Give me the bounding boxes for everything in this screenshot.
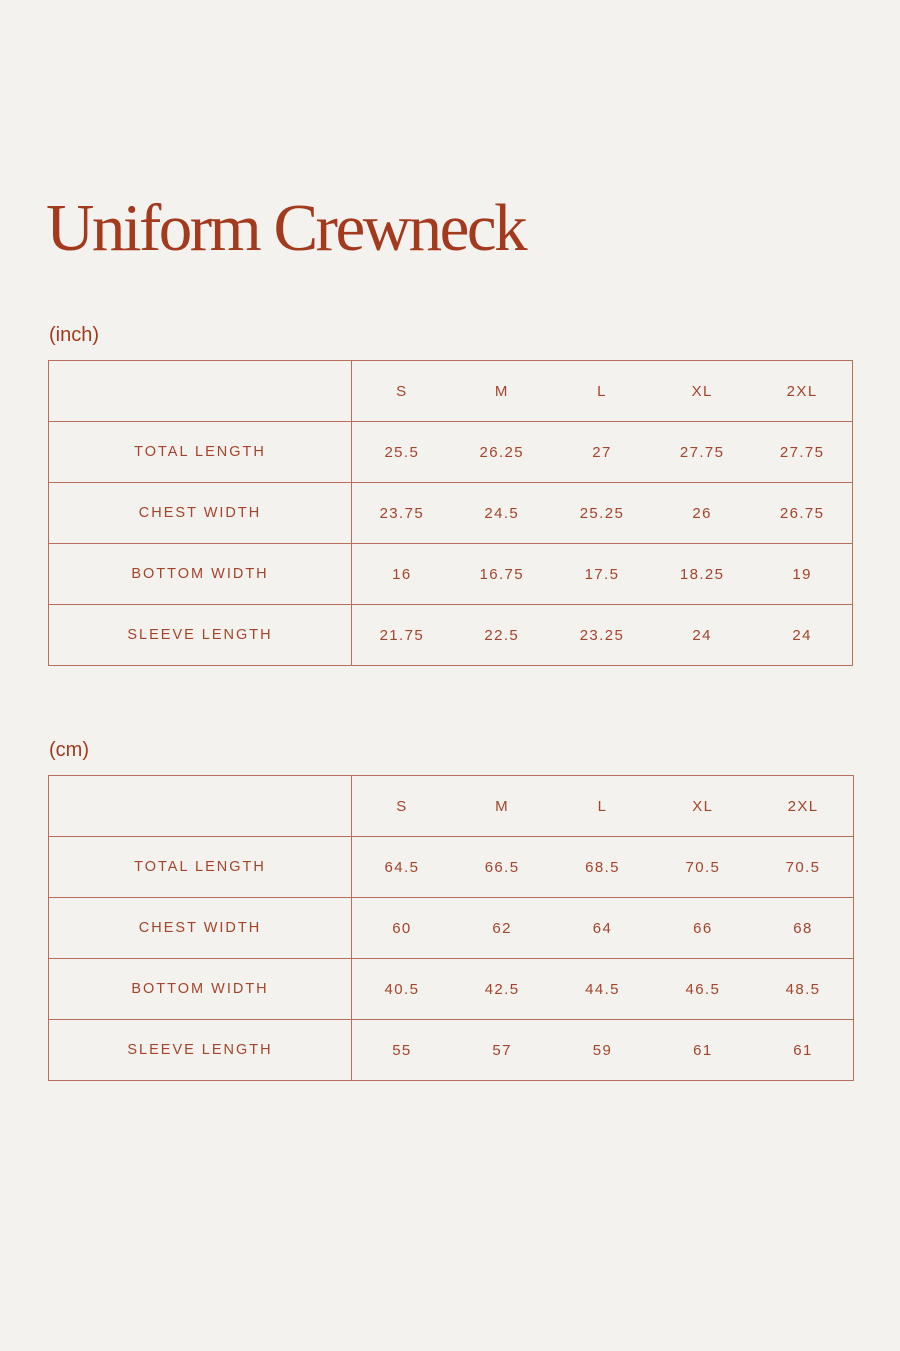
measurement-value: 61 [753, 1020, 853, 1081]
measurement-value: 60 [352, 898, 452, 959]
measurement-label: SLEEVE LENGTH [49, 605, 352, 666]
size-header-cell: XL [652, 361, 752, 422]
measurement-value: 22.5 [452, 605, 552, 666]
measurement-label: BOTTOM WIDTH [49, 544, 352, 605]
measurement-label: SLEEVE LENGTH [49, 1020, 352, 1081]
size-header-cell: S [352, 361, 452, 422]
measurement-value: 23.75 [352, 483, 452, 544]
measurement-value: 44.5 [552, 959, 652, 1020]
measurement-value: 26.75 [752, 483, 852, 544]
measurement-value: 27.75 [752, 422, 852, 483]
measurement-value: 19 [752, 544, 852, 605]
size-header-cell: L [552, 776, 652, 837]
table-row [49, 959, 854, 1020]
measurement-value: 27 [552, 422, 652, 483]
measurement-value: 59 [552, 1020, 652, 1081]
measurement-value: 46.5 [653, 959, 753, 1020]
inch-unit-label: (inch) [49, 324, 100, 346]
measurement-label: BOTTOM WIDTH [49, 959, 352, 1020]
measurement-value: 24 [752, 605, 852, 666]
measurement-value: 18.25 [652, 544, 752, 605]
table-row [49, 605, 853, 666]
measurement-value: 66.5 [452, 837, 552, 898]
measurement-value: 26 [652, 483, 752, 544]
measurement-value: 25.25 [552, 483, 652, 544]
table-row [49, 544, 853, 605]
inch-size-table [48, 360, 853, 666]
measurement-label: TOTAL LENGTH [49, 837, 352, 898]
measurement-value: 66 [653, 898, 753, 959]
table-row [49, 483, 853, 544]
measurement-value: 21.75 [352, 605, 452, 666]
measurement-value: 64.5 [352, 837, 452, 898]
cm-size-table [48, 775, 854, 1081]
measurement-value: 64 [552, 898, 652, 959]
measurement-value: 25.5 [352, 422, 452, 483]
table-row [49, 1020, 854, 1081]
measurement-value: 62 [452, 898, 552, 959]
table-row [49, 422, 853, 483]
cm-unit-label: (cm) [49, 739, 89, 761]
measurement-value: 16.75 [452, 544, 552, 605]
measurement-value: 55 [352, 1020, 452, 1081]
size-header-cell: S [352, 776, 452, 837]
measurement-label: CHEST WIDTH [49, 898, 352, 959]
size-header-cell: 2XL [752, 361, 852, 422]
table-row [49, 837, 854, 898]
measurement-value: 70.5 [653, 837, 753, 898]
size-header-cell: XL [653, 776, 753, 837]
measurement-value: 40.5 [352, 959, 452, 1020]
measurement-label: TOTAL LENGTH [49, 422, 352, 483]
size-header-cell: M [452, 361, 552, 422]
measurement-value: 23.25 [552, 605, 652, 666]
measurement-value: 16 [352, 544, 452, 605]
measurement-value: 68.5 [552, 837, 652, 898]
measurement-value: 61 [653, 1020, 753, 1081]
measurement-label: CHEST WIDTH [49, 483, 352, 544]
header-corner-cell [49, 776, 352, 837]
measurement-value: 70.5 [753, 837, 853, 898]
measurement-value: 26.25 [452, 422, 552, 483]
measurement-value: 57 [452, 1020, 552, 1081]
size-header-cell: 2XL [753, 776, 853, 837]
measurement-value: 68 [753, 898, 853, 959]
size-header-cell: M [452, 776, 552, 837]
measurement-value: 42.5 [452, 959, 552, 1020]
measurement-value: 17.5 [552, 544, 652, 605]
measurement-value: 24.5 [452, 483, 552, 544]
measurement-value: 27.75 [652, 422, 752, 483]
table-header-row [49, 776, 854, 837]
measurement-value: 24 [652, 605, 752, 666]
table-row [49, 898, 854, 959]
header-corner-cell [49, 361, 352, 422]
table-header-row [49, 361, 853, 422]
measurement-value: 48.5 [753, 959, 853, 1020]
page-title: Uniform Crewneck [46, 191, 526, 265]
size-header-cell: L [552, 361, 652, 422]
